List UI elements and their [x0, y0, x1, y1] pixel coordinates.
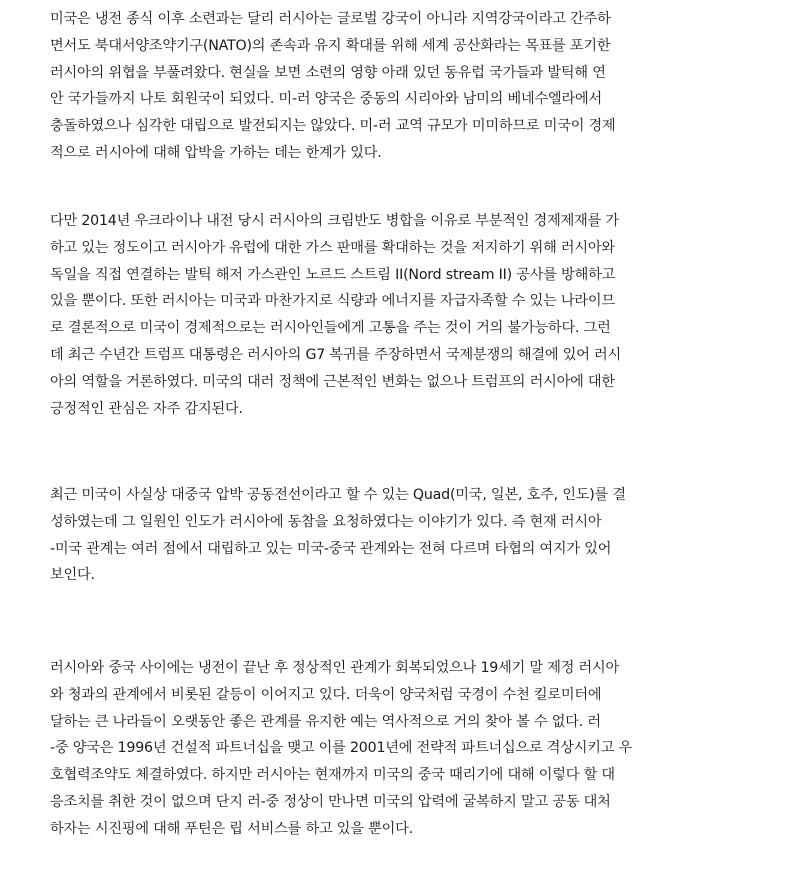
paragraph-line: 로 결론적으로 미국이 경제적으로는 러시아인들에게 고통을 주는 것이 거의 불가능하다. 그런: [50, 320, 611, 337]
paragraph-3: [50, 482, 762, 589]
paragraph-line: 충돌하였으나 심각한 대립으로 발전되지는 않았다. 미-러 교역 규모가 미미하므로 미국이 경제: [50, 118, 616, 135]
paragraph-line: 아의 역할을 거론하였다. 미국의 대러 정책에 근본적인 변화는 없으나 트럼프의 러시아에 대한: [50, 373, 615, 390]
paragraph-line: 면서도 북대서양조약기구(NATO)의 존속과 유지 확대를 위해 세계 공산화라는 목표를 포기한: [50, 37, 611, 54]
paragraph-line: 성하였는데 그 일원인 인도가 러시아에 동참을 요청하였다는 이야기가 있다. 즉 현재 러시아: [50, 513, 602, 530]
paragraph-line: 보인다.: [50, 567, 95, 584]
paragraph-1: [50, 6, 762, 167]
paragraph-line: 호협력조약도 체결하였다. 하지만 러시아는 현재까지 미국의 중국 때리기에 대해 이렇다 할 대: [50, 767, 615, 784]
paragraph-line: 미국은 냉전 종식 이후 소련과는 달리 러시아는 글로벌 강국이 아니라 지역강국이라고 간주하: [50, 11, 611, 27]
paragraph-line: 러시아의 위협을 부풀려왔다. 현실을 보면 소련의 영향 아래 있던 동유럽 국가들과 발틱해 연: [50, 64, 606, 81]
paragraph-line: 긍정적인 관심은 자주 감지된다.: [50, 400, 243, 417]
paragraph-4: [50, 655, 762, 843]
paragraph-line: 다만 2014년 우크라이나 내전 당시 러시아의 크림반도 병합을 이유로 부분적인 경제제재를 가: [50, 213, 619, 229]
paragraph-line: 최근 미국이 사실상 대중국 압박 공동전선이라고 할 수 있는 Quad(미국, 일본, 호주, 인도)를 결: [50, 487, 626, 503]
paragraph-line: -중 양국은 1996년 건설적 파트너십을 맺고 이를 2001년에 전략적 파트너십으로 격상시키고 우: [50, 740, 633, 757]
paragraph-line: -미국 관계는 여러 점에서 대립하고 있는 미국-중국 관계와는 전혀 다르며 타협의 여지가 있어: [50, 540, 612, 557]
paragraph-line: 달하는 큰 나라들이 오랫동안 좋은 관계를 유지한 예는 역사적으로 거의 찾아 볼 수 없다. 러: [50, 713, 601, 730]
paragraph-line: 안 국가들까지 나토 회원국이 되었다. 미-러 양국은 중동의 시리아와 남미의 베네수엘라에서: [50, 91, 603, 108]
paragraph-line: 하고 있는 정도이고 러시아가 유럽에 대한 가스 판매를 확대하는 것을 저지하기 위해 러시아와: [50, 239, 615, 256]
paragraph-line: 응조치를 취한 것이 없으며 단지 러-중 정상이 만나면 미국의 압력에 굴복하지 말고 공동 대처: [50, 793, 611, 810]
paragraph-line: 적으로 러시아에 대해 압박을 가하는 데는 한계가 있다.: [50, 144, 382, 161]
paragraph-line: 하자는 시진핑에 대해 푸틴은 립 서비스를 하고 있을 뿐이다.: [50, 820, 413, 837]
paragraph-line: 러시아와 중국 사이에는 냉전이 끝난 후 정상적인 관계가 회복되었으나 19세기 말 제정 러시아: [50, 660, 620, 676]
paragraph-line: 데 최근 수년간 트럼프 대통령은 러시아의 G7 복귀를 주장하면서 국제분쟁의 해결에 있어 러시: [50, 346, 622, 363]
paragraph-2: [50, 208, 762, 422]
paragraph-line: 와 청과의 관계에서 비롯된 갈등이 이어지고 있다. 더욱이 양국처럼 국경이 수천 킬로미터에: [50, 686, 602, 703]
paragraph-line: 있을 뿐이다. 또한 러시아는 미국과 마찬가지로 식량과 에너지를 자급자족할 수 있는 나라이므: [50, 293, 615, 310]
paragraph-line: 독일을 직접 연결하는 발틱 해저 가스관인 노르드 스트림 II(Nord stream II) 공사를 방해하고: [50, 266, 616, 283]
